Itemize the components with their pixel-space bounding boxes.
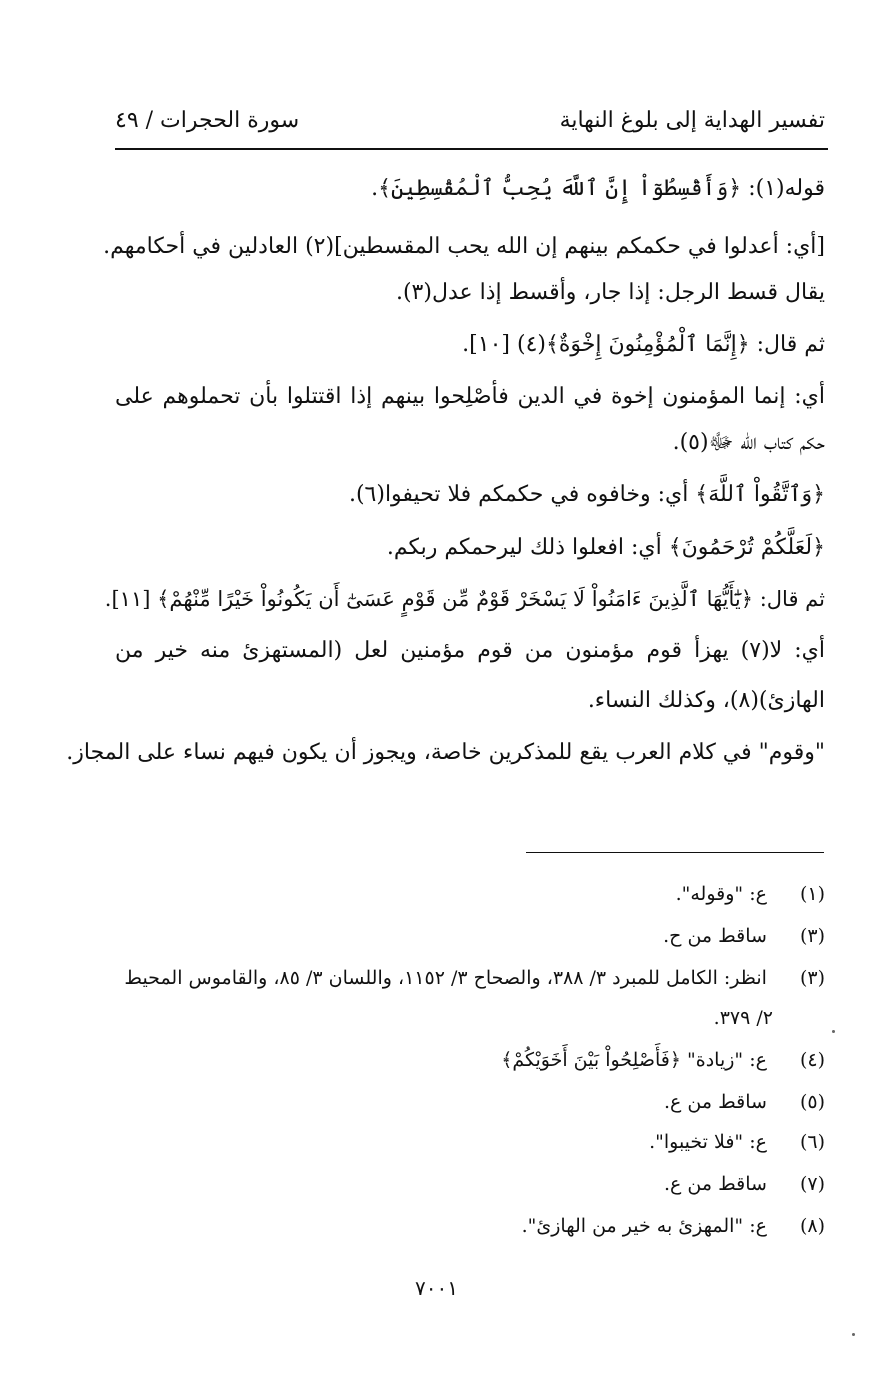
footnote-continuation: ٢/ ٣٧٩. [713, 1007, 773, 1029]
footnote-number: (٣) [799, 967, 825, 989]
footnote [124, 964, 825, 992]
footnote-text: انظر: الكامل للمبرد ٣/ ٣٨٨، والصحاح ٣/ ١١٥٢، واللسان ٣/ ٨٥، والقاموس المحيط [124, 967, 767, 989]
footnote [663, 922, 825, 950]
footnote [649, 1128, 825, 1156]
footnote-text: ع: "وقوله". [675, 883, 767, 905]
body-line: حكم كتاب الله ﷻ(٥). [672, 430, 825, 455]
footnote [501, 1046, 825, 1074]
footnote-text: ع: "زيادة" ﴿فَأَصْلِحُواْ بَيْنَ أَخَوَيْكُمْ﴾ [501, 1049, 767, 1071]
footnote-text: ساقط من ع. [664, 1091, 767, 1113]
footnote [676, 880, 825, 908]
scan-speck [832, 1030, 835, 1033]
footnote-number: (٨) [799, 1215, 825, 1237]
body-line: يقال قسط الرجل: إذا جار، وأقسط إذا عدل(٣). [395, 280, 825, 305]
footnote-text: ع: "المهزئ به خير من الهازئ". [521, 1215, 767, 1237]
footnote [522, 1212, 825, 1240]
footnote-text: ساقط من ح. [663, 925, 767, 947]
body-line: ﴿وَٱتَّقُواْ ٱللَّهَ﴾ أي: وخافوه في حكمكم فلا تحيفوا(٦). [348, 482, 825, 507]
scan-speck [852, 1333, 855, 1336]
footnote-text: ع: "فلا تخيبوا". [649, 1131, 767, 1153]
footnote [664, 1170, 825, 1198]
body-line: الهازئ)(٨)، وكذلك النساء. [587, 688, 825, 713]
footnote-number: (٦) [799, 1131, 825, 1153]
body-line: [أي: أعدلوا في حكمكم بينهم إن الله يحب المقسطين](٢) العادلين في أحكامهم. [103, 234, 825, 259]
page-number: ٧٠٠١ [415, 1276, 458, 1300]
header-rule [115, 148, 828, 150]
body-line: قوله(١): ﴿وَأَقْسِطُوٓاْ إِنَّ ٱللَّهَ يُحِبُّ ٱلْمُقْسِطِينَ﴾. [371, 176, 825, 201]
body-line: أي: إنما المؤمنون إخوة في الدين فأصْلِحوا بينهم إذا اقتتلوا بأن تحملوهم على [115, 384, 825, 409]
footnote [664, 1088, 825, 1116]
footnote-text: ساقط من ع. [664, 1173, 767, 1195]
body-line: "وقوم" في كلام العرب يقع للمذكرين خاصة، ويجوز أن يكون فيهم نساء على المجاز. [66, 740, 825, 765]
body-line: ثم قال: ﴿إِنَّمَا ٱلْمُؤْمِنُونَ إِخْوَةٌ﴾(٤) [١٠]. [462, 332, 825, 357]
footnote-number: (٤) [799, 1049, 825, 1071]
footnote-number: (٥) [799, 1091, 825, 1113]
footnote-number: (٣) [799, 925, 825, 947]
body-line: ثم قال: ﴿يَٰٓأَيُّهَا ٱلَّذِينَ ءَامَنُواْ لَا يَسْخَرْ قَوْمٌ مِّن قَوْمٍ عَسَىٰٓ أَن يَكُونُواْ خَيْرًا مِّنْهُمْ﴾ [١١]. [104, 587, 825, 611]
footnote-number: (٧) [799, 1173, 825, 1195]
body-line: ﴿لَعَلَّكُمْ تُرْحَمُونَ﴾ أي: افعلوا ذلك ليرحمكم ربكم. [386, 535, 825, 560]
running-header-title: تفسير الهداية إلى بلوغ النهاية [559, 108, 825, 133]
running-header-surah: سورة الحجرات / ٤٩ [115, 108, 300, 133]
footnote-number: (١) [799, 883, 825, 905]
body-line: أي: لا(٧) يهزأ قوم مؤمنون من قوم مؤمنين لعل (المستهزئ منه خير من [115, 638, 825, 663]
